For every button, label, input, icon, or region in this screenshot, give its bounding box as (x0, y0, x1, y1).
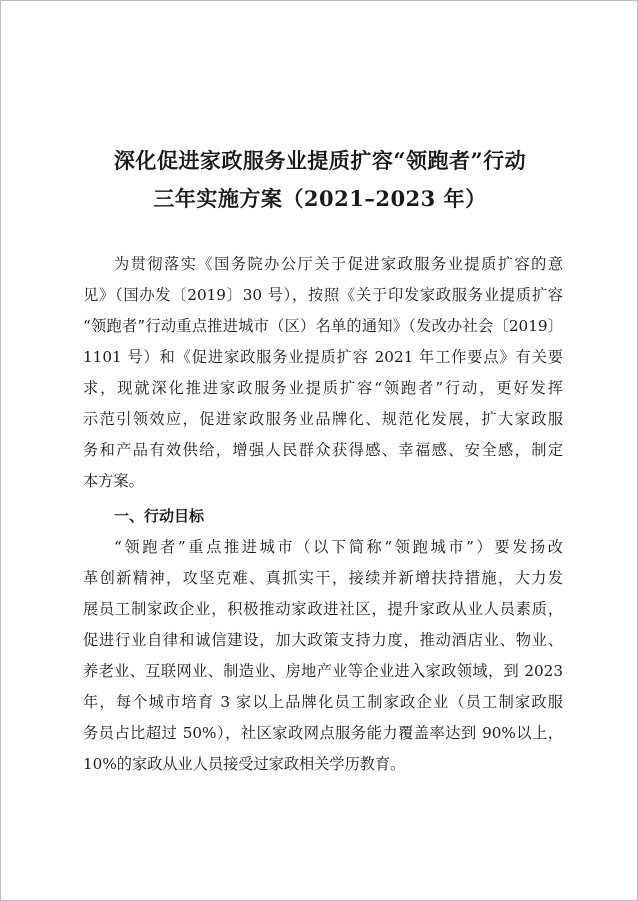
document-title-line-1: 深化促进家政服务业提质扩容“领跑者”行动 (113, 148, 527, 173)
paragraph-line: 展员工制家政企业，积极推动家政进社区，提升家政从业人员素质， (83, 600, 563, 618)
paragraph-line: 年，每个城市培育 3 家以上品牌化员工制家政企业（员工制家政服 (83, 693, 563, 711)
paragraph-line: 10%的家政从业人员接受过家政相关学历教育。 (83, 755, 406, 773)
paragraph-intro (83, 249, 563, 497)
section-heading-action-goals: 一、行动目标 (114, 507, 205, 525)
paragraph-line: 务和产品有效供给，增强人民群众获得感、幸福感、安全感，制定 (83, 441, 563, 459)
paragraph-line: 本方案。 (83, 472, 144, 490)
paragraph-line: 为贯彻落实《国务院办公厅关于促进家政服务业提质扩容的意 (114, 255, 563, 273)
paragraph-line: 见》（国办发〔2019〕30 号），按照《关于印发家政服务业提质扩容 (83, 286, 563, 304)
paragraph-line: 求，现就深化推进家政服务业提质扩容“领跑者”行动，更好发挥 (83, 379, 563, 397)
paragraph-line: 示范引领效应，促进家政服务业品牌化、规范化发展，扩大家政服 (83, 410, 563, 428)
paragraph-line: 1101 号）和《促进家政服务业提质扩容 2021 年工作要点》有关要 (83, 348, 563, 366)
paragraph-line: “领跑者”行动重点推进城市（区）名单的通知》（发改办社会〔2019〕 (83, 317, 563, 335)
paragraph-line: 革创新精神，攻坚克难、真抓实干，接续并新增扶持措施，大力发 (83, 569, 563, 587)
paragraph-line: 养老业、互联网业、制造业、房地产业等企业进入家政领域，到 2023 (83, 662, 563, 680)
document-title-line-2: 三年实施方案（2021–2023 年） (153, 186, 487, 211)
paragraph-line: 促进行业自律和诚信建设，加大政策支持力度，推动酒店业、物业、 (83, 631, 563, 649)
paragraph-line: “领跑者”重点推进城市（以下简称“领跑城市”）要发扬改 (114, 538, 563, 556)
paragraph-line: 务员占比超过 50%），社区家政网点服务能力覆盖率达到 90%以上， (83, 724, 563, 742)
paragraph-action-goals (83, 532, 563, 780)
